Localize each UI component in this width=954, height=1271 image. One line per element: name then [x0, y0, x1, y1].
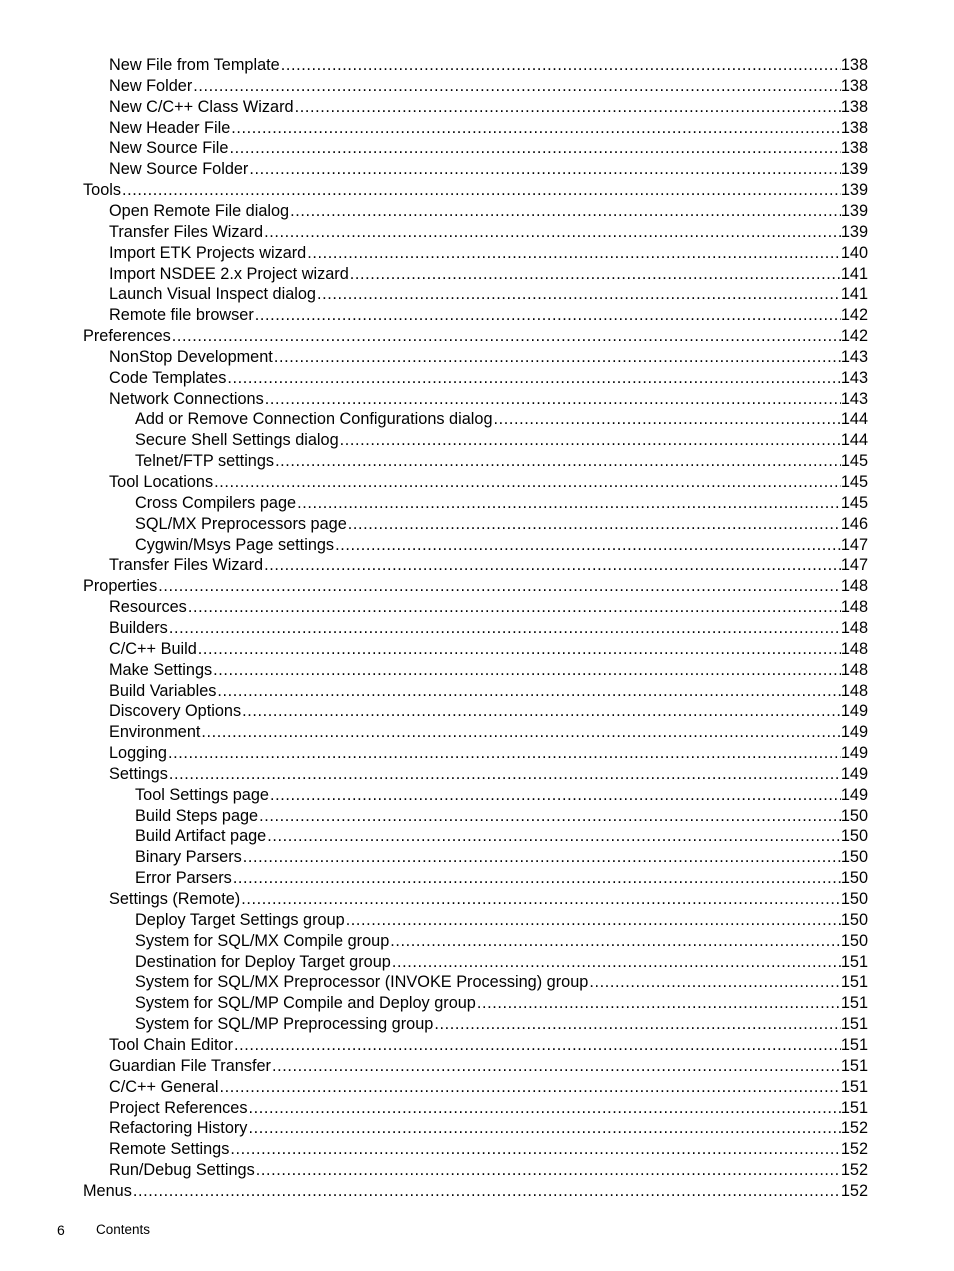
toc-entry-label: Refactoring History	[109, 1119, 248, 1138]
dot-leader	[168, 743, 841, 764]
toc-entry-label: Launch Visual Inspect dialog	[109, 285, 316, 304]
toc-entry-label: Network Connections	[109, 389, 264, 408]
toc-entry[interactable]	[135, 806, 868, 827]
toc-entry-page-number: 142	[840, 327, 868, 346]
dot-leader	[169, 618, 841, 639]
dot-leader	[198, 639, 841, 660]
toc-entry-page-number: 143	[840, 368, 868, 387]
dot-leader	[227, 368, 840, 389]
dot-leader	[220, 1077, 841, 1098]
toc-entry-page-number: 138	[840, 97, 868, 116]
toc-entry-label: Project References	[109, 1098, 248, 1117]
toc-entry[interactable]	[83, 326, 868, 347]
toc-entry-page-number: 144	[840, 431, 868, 450]
dot-leader	[249, 159, 840, 180]
toc-entry[interactable]	[109, 284, 868, 305]
dot-leader	[290, 201, 841, 222]
toc-entry-page-number: 150	[840, 848, 868, 867]
dot-leader	[229, 138, 840, 159]
footer-page-number: 6	[57, 1222, 65, 1238]
toc-entry-page-number: 141	[840, 264, 868, 283]
toc-entry[interactable]	[135, 535, 868, 556]
toc-entry[interactable]	[135, 514, 868, 535]
dot-leader	[297, 493, 841, 514]
dot-leader	[231, 118, 841, 139]
toc-entry[interactable]	[135, 868, 868, 889]
toc-entry[interactable]	[109, 159, 868, 180]
toc-entry-page-number: 149	[840, 785, 868, 804]
toc-entry-page-number: 143	[840, 389, 868, 408]
toc-entry[interactable]	[109, 1056, 868, 1077]
toc-entry[interactable]	[109, 618, 868, 639]
toc-entry-page-number: 141	[840, 285, 868, 304]
toc-entry-label: Resources	[109, 598, 187, 617]
dot-leader	[133, 1181, 841, 1202]
toc-entry[interactable]	[83, 576, 868, 597]
toc-entry-label: Binary Parsers	[135, 848, 242, 867]
toc-entry-page-number: 148	[840, 639, 868, 658]
toc-entry[interactable]	[109, 701, 868, 722]
toc-entry-page-number: 140	[840, 243, 868, 262]
toc-entry[interactable]	[109, 1098, 868, 1119]
dot-leader	[248, 1098, 840, 1119]
toc-entry-label: New Folder	[109, 76, 193, 95]
toc-entry-page-number: 149	[840, 723, 868, 742]
toc-entry-label: Add or Remove Connection Configurations dialog	[135, 410, 493, 429]
dot-leader	[274, 347, 841, 368]
toc-entry[interactable]	[135, 409, 868, 430]
toc-entry[interactable]	[109, 722, 868, 743]
dot-leader	[248, 1118, 840, 1139]
toc-entry[interactable]	[135, 972, 868, 993]
toc-entry-label: Tools	[83, 181, 122, 200]
dot-leader	[390, 931, 841, 952]
toc-entry-page-number: 148	[840, 618, 868, 637]
toc-entry[interactable]	[109, 55, 868, 76]
dot-leader	[242, 701, 841, 722]
dot-leader	[172, 326, 841, 347]
toc-entry-label: Deploy Target Settings group	[135, 910, 345, 929]
dot-leader	[259, 806, 841, 827]
toc-entry[interactable]	[109, 368, 868, 389]
toc-entry[interactable]	[109, 1160, 868, 1181]
dot-leader	[589, 972, 841, 993]
dot-leader	[230, 1139, 840, 1160]
toc-entry-label: Transfer Files Wizard	[109, 222, 264, 241]
toc-entry-label: Tool Settings page	[135, 785, 269, 804]
dot-leader	[272, 1056, 841, 1077]
dot-leader	[340, 430, 841, 451]
toc-entry-label: Telnet/FTP settings	[135, 452, 275, 471]
dot-leader	[217, 681, 840, 702]
toc-entry-page-number: 149	[840, 702, 868, 721]
toc-entry-label: Environment	[109, 723, 201, 742]
toc-entry-page-number: 151	[840, 1077, 868, 1096]
toc-entry[interactable]	[135, 826, 868, 847]
dot-leader	[188, 597, 841, 618]
dot-leader	[234, 1035, 841, 1056]
toc-entry[interactable]	[109, 76, 868, 97]
toc-entry-label: Secure Shell Settings dialog	[135, 431, 339, 450]
toc-entry-label: Preferences	[83, 327, 171, 346]
dot-leader	[243, 847, 841, 868]
toc-entry-label: New Header File	[109, 118, 231, 137]
toc-entry-label: Code Templates	[109, 368, 227, 387]
toc-entry-label: Cross Compilers page	[135, 493, 297, 512]
toc-entry[interactable]	[109, 264, 868, 285]
toc-entry[interactable]	[109, 660, 868, 681]
toc-entry-page-number: 151	[840, 973, 868, 992]
dot-leader	[295, 97, 841, 118]
toc-entry-page-number: 139	[840, 201, 868, 220]
toc-entry-label: Discovery Options	[109, 702, 242, 721]
toc-entry-label: Menus	[83, 1181, 132, 1200]
toc-entry-page-number: 151	[840, 1056, 868, 1075]
toc-entry-page-number: 150	[840, 910, 868, 929]
dot-leader	[193, 76, 841, 97]
toc-entry-label: Error Parsers	[135, 869, 232, 888]
toc-entry[interactable]	[109, 597, 868, 618]
toc-entry-page-number: 138	[840, 139, 868, 158]
toc-entry-label: System for SQL/MP Preprocessing group	[135, 1015, 434, 1034]
toc-entry[interactable]	[109, 472, 868, 493]
dot-leader	[255, 305, 841, 326]
toc-entry-page-number: 150	[840, 931, 868, 950]
toc-entry-page-number: 142	[840, 306, 868, 325]
dot-leader	[213, 660, 841, 681]
toc-entry-label: Logging	[109, 744, 167, 763]
toc-entry[interactable]	[109, 243, 868, 264]
footer-title: Contents	[96, 1222, 151, 1237]
toc-entry[interactable]	[135, 931, 868, 952]
toc-entry-page-number: 138	[840, 118, 868, 137]
dot-leader	[392, 952, 841, 973]
toc-entry-label: Import ETK Projects wizard	[109, 243, 307, 262]
dot-leader	[122, 180, 841, 201]
toc-entry-label: Build Variables	[109, 681, 217, 700]
toc-entry-label: Properties	[83, 577, 158, 596]
dot-leader	[264, 555, 841, 576]
toc-entry-label: Guardian File Transfer	[109, 1056, 271, 1075]
toc-entry-page-number: 151	[840, 994, 868, 1013]
toc-entry[interactable]	[135, 451, 868, 472]
toc-entry[interactable]	[135, 952, 868, 973]
toc-entry-label: Build Artifact page	[135, 827, 267, 846]
toc-entry[interactable]	[109, 1118, 868, 1139]
toc-entry-page-number: 148	[840, 598, 868, 617]
toc-entry[interactable]	[109, 639, 868, 660]
toc-entry-label: Tool Chain Editor	[109, 1035, 233, 1054]
toc-entry[interactable]	[135, 1014, 868, 1035]
toc-entry-page-number: 151	[840, 952, 868, 971]
toc-entry-page-number: 147	[840, 556, 868, 575]
toc-entry-page-number: 146	[840, 514, 868, 533]
toc-entry[interactable]	[109, 1139, 868, 1160]
dot-leader	[264, 222, 841, 243]
dot-leader	[201, 722, 840, 743]
toc-entry[interactable]	[83, 180, 868, 201]
dot-leader	[346, 910, 841, 931]
toc-entry-label: SQL/MX Preprocessors page	[135, 514, 347, 533]
toc-entry-label: Build Steps page	[135, 806, 259, 825]
toc-entry-label: Import NSDEE 2.x Project wizard	[109, 264, 349, 283]
dot-leader	[434, 1014, 841, 1035]
toc-entry-label: Open Remote File dialog	[109, 201, 290, 220]
toc-entry[interactable]	[109, 681, 868, 702]
toc-entry-label: Run/Debug Settings	[109, 1161, 255, 1180]
dot-leader	[241, 889, 841, 910]
toc-entry-label: System for SQL/MX Compile group	[135, 931, 390, 950]
dot-leader	[348, 514, 841, 535]
toc-entry-page-number: 148	[840, 577, 868, 596]
toc-entry-label: Remote file browser	[109, 306, 254, 325]
toc-entry-page-number: 139	[840, 222, 868, 241]
toc-entry[interactable]	[109, 118, 868, 139]
dot-leader	[158, 576, 841, 597]
dot-leader	[494, 409, 841, 430]
toc-entry[interactable]	[135, 493, 868, 514]
dot-leader	[169, 764, 841, 785]
toc-entry-page-number: 139	[840, 181, 868, 200]
toc-entry-label: Builders	[109, 618, 168, 637]
toc-entry-page-number: 151	[840, 1015, 868, 1034]
toc-entry[interactable]	[109, 889, 868, 910]
toc-entry[interactable]	[109, 764, 868, 785]
dot-leader	[335, 535, 841, 556]
dot-leader	[275, 451, 841, 472]
toc-entry-label: Transfer Files Wizard	[109, 556, 264, 575]
toc-entry-page-number: 143	[840, 347, 868, 366]
toc-entry-label: New Source Folder	[109, 160, 249, 179]
toc-entry-page-number: 151	[840, 1098, 868, 1117]
toc-entry[interactable]	[109, 1035, 868, 1056]
dot-leader	[256, 1160, 841, 1181]
toc-entry-page-number: 144	[840, 410, 868, 429]
toc-entry-page-number: 145	[840, 452, 868, 471]
toc-entry-page-number: 150	[840, 890, 868, 908]
toc-entry[interactable]	[135, 847, 868, 868]
toc-entry-label: Remote Settings	[109, 1140, 230, 1159]
toc-entry-page-number: 148	[840, 660, 868, 679]
dot-leader	[281, 55, 841, 76]
toc-entry[interactable]	[109, 347, 868, 368]
toc-entry-page-number: 138	[840, 76, 868, 95]
toc-entry-label: Settings (Remote)	[109, 890, 241, 908]
dot-leader	[214, 472, 841, 493]
toc-entry[interactable]	[135, 993, 868, 1014]
toc-entry-page-number: 145	[840, 473, 868, 491]
dot-leader	[265, 389, 841, 410]
toc-entry-page-number: 150	[840, 806, 868, 825]
toc-entry-label: C/C++ Build	[109, 639, 197, 658]
dot-leader	[267, 826, 841, 847]
toc-entry-page-number: 152	[840, 1181, 868, 1200]
toc-entry-label: Settings	[109, 764, 168, 783]
dot-leader	[350, 264, 841, 285]
toc-entry-label: Cygwin/Msys Page settings	[135, 535, 335, 554]
dot-leader	[270, 785, 841, 806]
toc-entry-label: New Source File	[109, 139, 229, 158]
toc-entry-page-number: 145	[840, 493, 868, 512]
toc-entry[interactable]	[109, 201, 868, 222]
dot-leader	[233, 868, 841, 889]
toc-entry[interactable]	[109, 222, 868, 243]
toc-entry-page-number: 150	[840, 827, 868, 846]
toc-entry-label: Make Settings	[109, 660, 213, 679]
toc-entry[interactable]	[109, 555, 868, 576]
toc-entry[interactable]	[109, 138, 868, 159]
toc-entry[interactable]	[109, 97, 868, 118]
toc-entry-page-number: 151	[840, 1035, 868, 1054]
toc-entry-label: Tool Locations	[109, 473, 214, 491]
toc-entry-label: New C/C++ Class Wizard	[109, 97, 294, 116]
toc-entry-page-number: 147	[840, 535, 868, 554]
toc-entry-label: C/C++ General	[109, 1077, 219, 1096]
toc-entry-page-number: 148	[840, 681, 868, 700]
toc-entry[interactable]	[135, 430, 868, 451]
dot-leader	[307, 243, 841, 264]
toc-entry-page-number: 152	[840, 1161, 868, 1180]
toc-entry[interactable]	[109, 743, 868, 764]
toc-entry-label: NonStop Development	[109, 347, 273, 366]
toc-entry[interactable]	[83, 1181, 868, 1202]
dot-leader	[317, 284, 841, 305]
toc-entry-label: System for SQL/MX Preprocessor (INVOKE Processing) group	[135, 973, 589, 992]
toc-entry-label: Destination for Deploy Target group	[135, 952, 391, 971]
toc-entry[interactable]	[109, 389, 868, 410]
toc-entry-page-number: 150	[840, 869, 868, 888]
toc-entry[interactable]	[135, 910, 868, 931]
toc-entry[interactable]	[109, 305, 868, 326]
toc-entry-page-number: 139	[840, 160, 868, 179]
toc-entry-page-number: 152	[840, 1140, 868, 1159]
toc-entry[interactable]	[135, 785, 868, 806]
dot-leader	[477, 993, 841, 1014]
toc-entry-page-number: 152	[840, 1119, 868, 1138]
toc-entry-label: New File from Template	[109, 56, 280, 74]
toc-entry-label: System for SQL/MP Compile and Deploy group	[135, 994, 476, 1013]
toc-entry-page-number: 138	[840, 56, 868, 74]
toc-entry-page-number: 149	[840, 744, 868, 763]
toc-entry[interactable]	[109, 1077, 868, 1098]
toc-entry-page-number: 149	[840, 764, 868, 783]
